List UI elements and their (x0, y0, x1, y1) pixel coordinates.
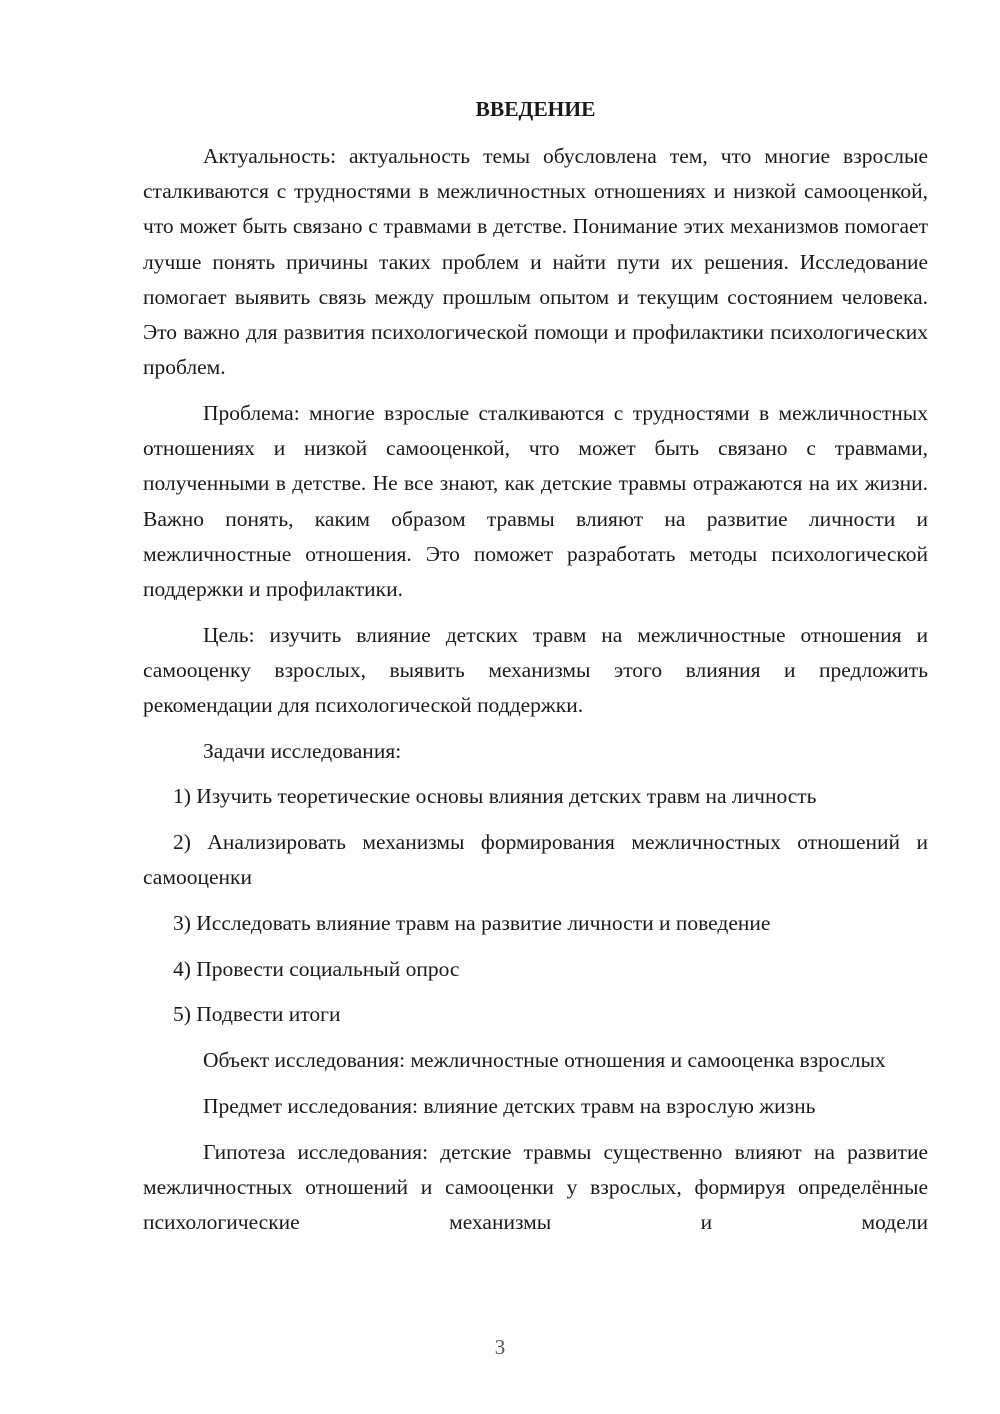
task-item: 1) Изучить теоретические основы влияния детских травм на личность (173, 784, 817, 809)
goal-paragraph: Цель: изучить влияние детских травм на межличностные отношения и самооценку взрослых, выявить механизмы этого влияния и предложить рекомендации для психологической поддержки. (143, 622, 928, 718)
object-paragraph: Объект исследования: межличностные отношения и самооценка взрослых (203, 1048, 886, 1073)
problem-paragraph: Проблема: многие взрослые сталкиваются с трудностями в межличностных отношениях и низкой самооценкой, что может быть связано с травмами, полученными в детстве. Не все знают, как детские травмы отражаются на их жизни. Важно понять, каким образом травмы влияют на развитие личности и межличностные отношения. Это поможет разработать методы психологической поддержки и профилактики. (143, 400, 928, 601)
task-item: 5) Подвести итоги (173, 1002, 341, 1027)
page-number: 3 (494, 1335, 506, 1359)
task-item: 2) Анализировать механизмы формирования межличностных отношений и самооценки (143, 830, 928, 890)
tasks-heading: Задачи исследования: (203, 738, 402, 763)
section-title: ВВЕДЕНИЕ (475, 97, 596, 121)
page-content (143, 92, 928, 1251)
subject-paragraph: Предмет исследования: влияние детских травм на взрослую жизнь (203, 1093, 816, 1118)
relevance-paragraph: Актуальность: актуальность темы обусловлена тем, что многие взрослые сталкиваются с трудностями в межличностных отношениях и низкой самооценкой, что может быть связано с травмами в детстве. Понимание этих механизмов помогает лучше понять причины таких проблем и найти пути их решения. Исследование помогает выявить связь между прошлым опытом и текущим состоянием человека. Это важно для развития психологической помощи и профилактики психологических проблем. (143, 144, 928, 380)
task-item: 4) Провести социальный опрос (173, 956, 460, 981)
task-item: 3) Исследовать влияние травм на развитие личности и поведение (173, 911, 771, 936)
hypothesis-paragraph: Гипотеза исследования: детские травмы существенно влияют на развитие межличностных отношений и самооценки у взрослых, формируя определённые психологические механизмы и модели (143, 1139, 928, 1234)
